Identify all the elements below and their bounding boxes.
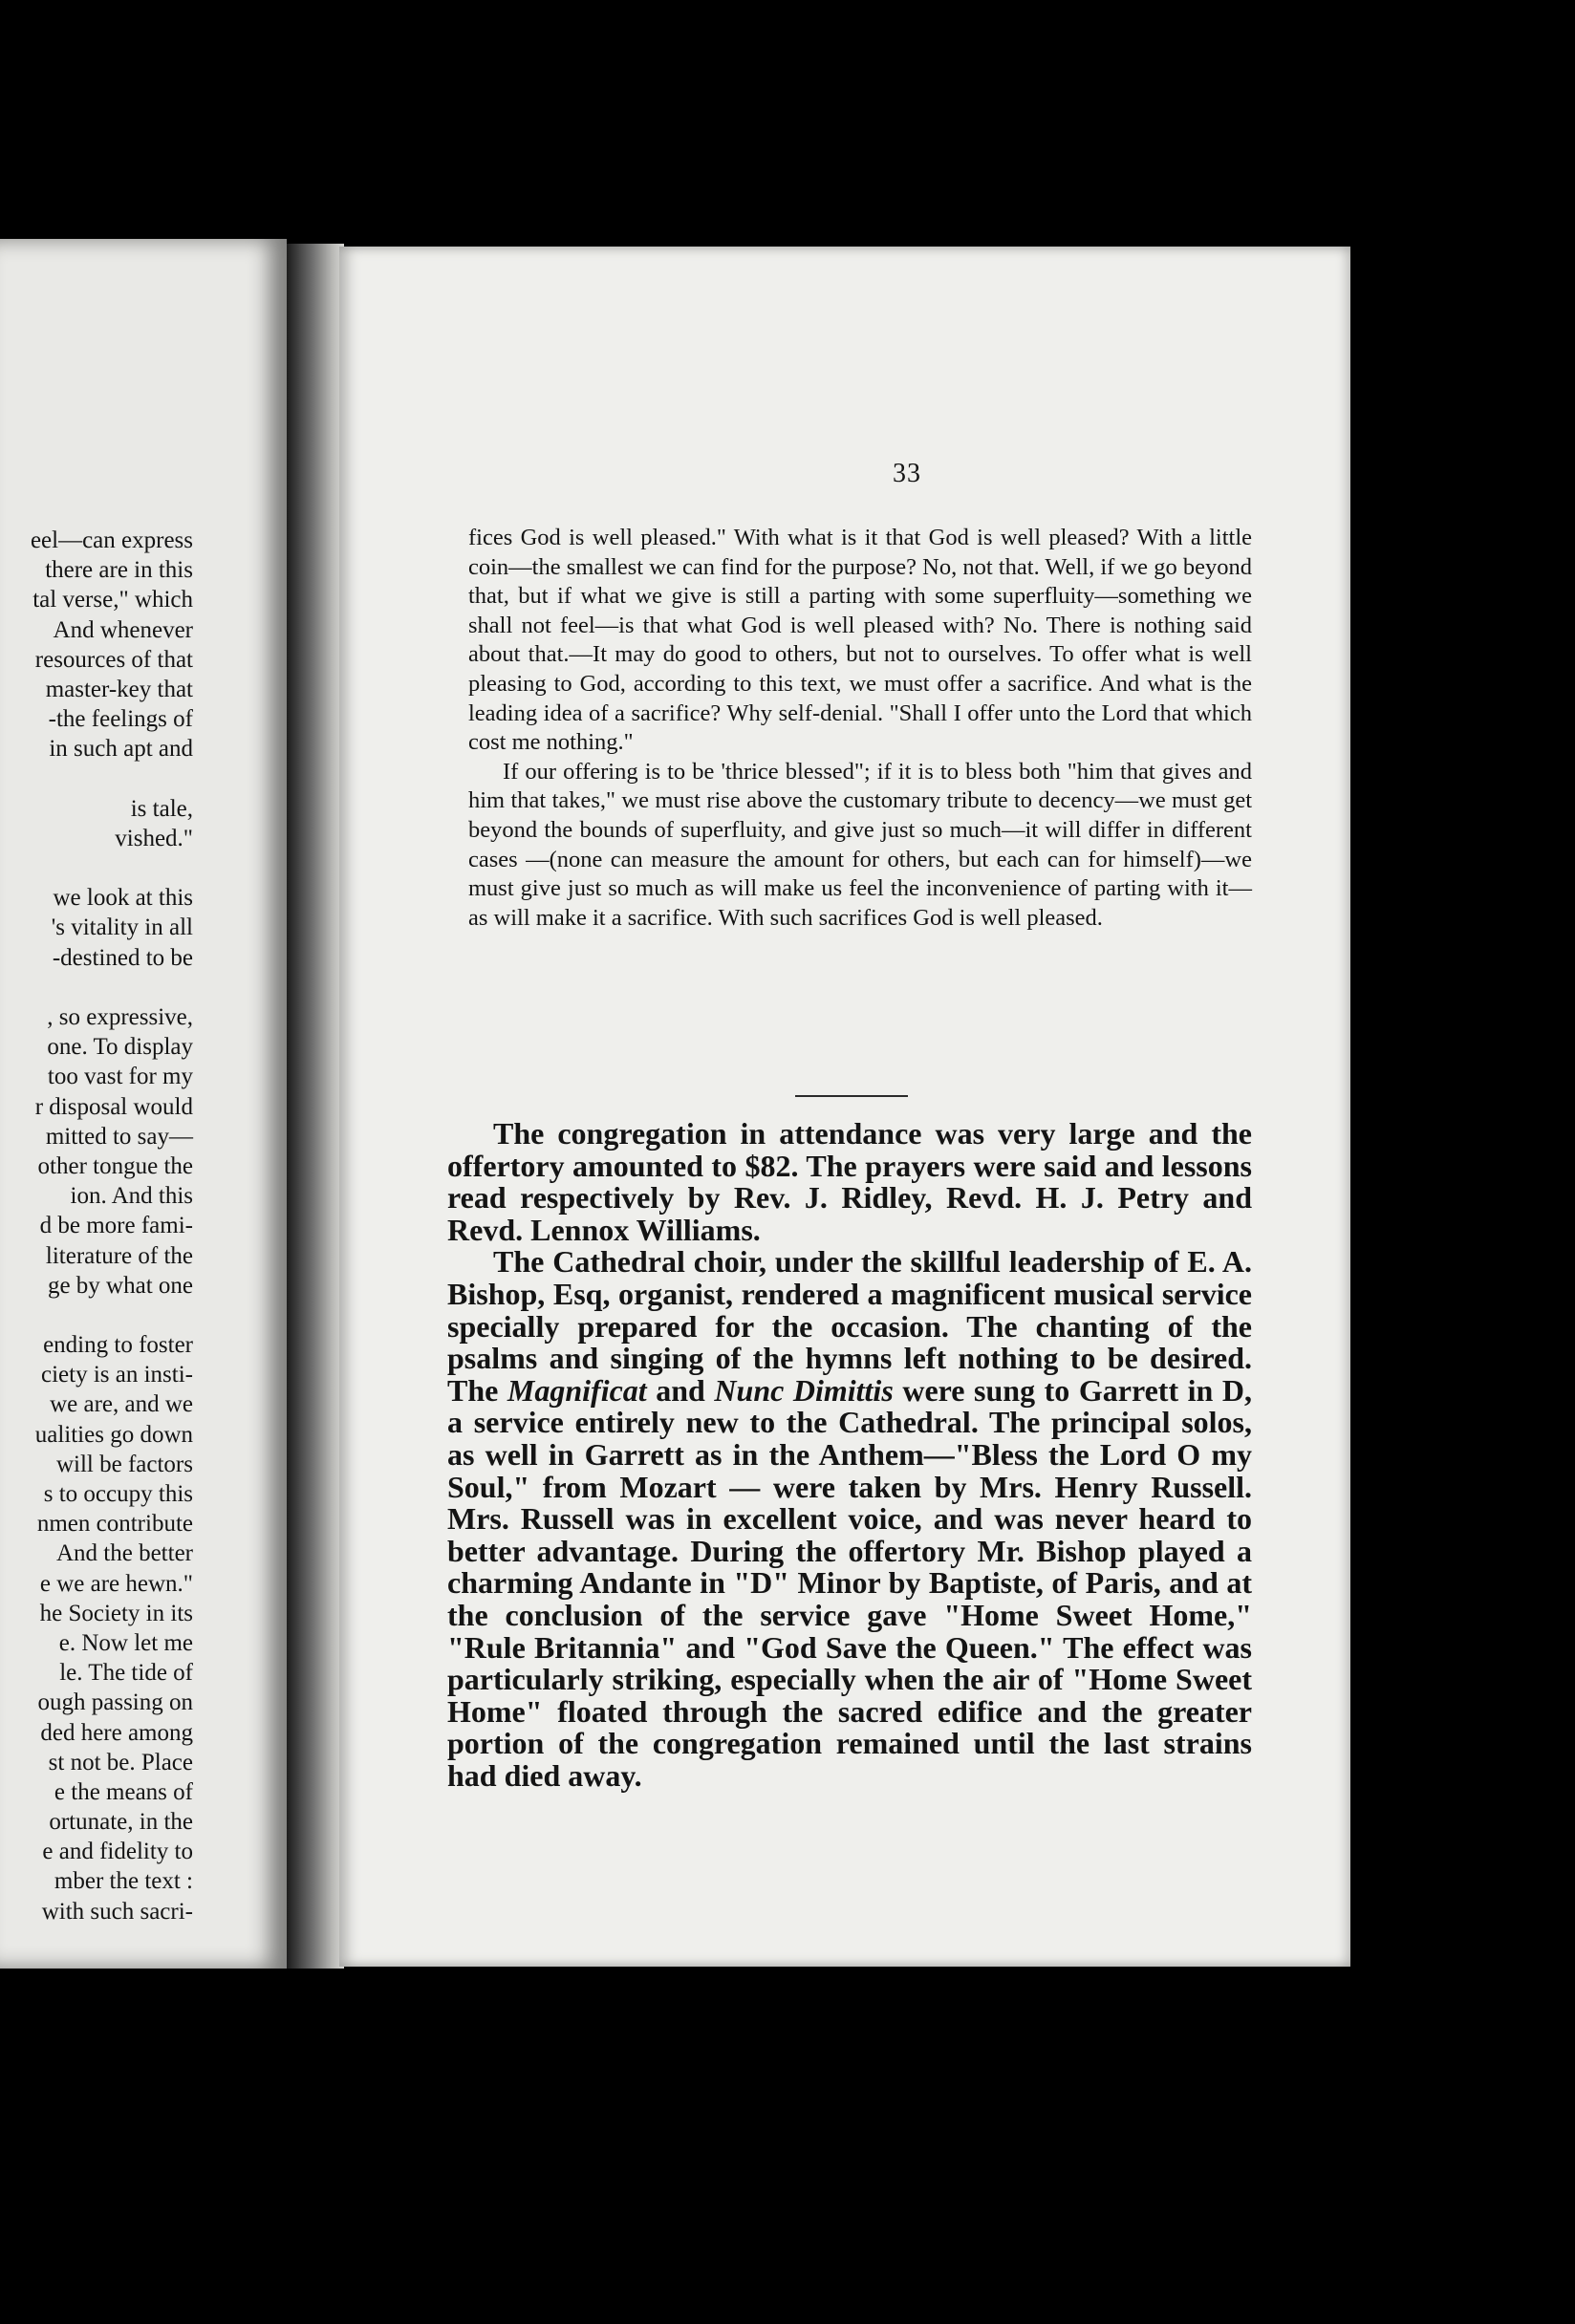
previous-page-line (11, 853, 193, 883)
previous-page-line: will be factors (55, 1451, 193, 1477)
previous-page-line: ough passing on (37, 1689, 193, 1716)
previous-page-line: ciety is an insti- (41, 1362, 193, 1388)
previous-page-line: , so expressive, (47, 1004, 193, 1030)
previous-page-line: And the better (55, 1540, 193, 1567)
previous-page-line: e we are hewn." (39, 1570, 193, 1597)
previous-page-line: -destined to be (52, 944, 193, 971)
previous-page-line: st not be. Place (48, 1749, 193, 1775)
sermon-paragraph: fices God is well pleased." With what is it that God is well pleased? With a little coin—the smallest we can find for the purpose? No, not that. Well, if we go beyond that, but if what we give is still a parting with some superfluity—something we shall not feel—is that what God is well pleased with? No. There is nothing said about that.—It may do good to others, but not to ourselves. To offer what is well pleasing to God, according to this text, we must offer a sacrifice. And what is the leading idea of a sacrifice? Why self-denial. "Shall I offer unto the Lord that which cost me nothing." (468, 525, 1252, 756)
previous-page-line: other tongue the (37, 1152, 193, 1179)
previous-page-line: -the feelings of (48, 706, 193, 733)
previous-page-line: there are in this (45, 557, 193, 584)
previous-page-line: le. The tide of (59, 1660, 193, 1687)
previous-page-line: vished." (115, 825, 193, 851)
previous-page-line: ending to foster (43, 1332, 193, 1359)
previous-page-line: we are, and we (50, 1391, 193, 1418)
report-text: and (646, 1372, 715, 1408)
previous-page-line: he Society in its (39, 1600, 193, 1626)
previous-page-line: too vast for my (47, 1064, 193, 1090)
previous-page-line: mber the text : (54, 1868, 193, 1895)
page-number: 33 (893, 459, 921, 488)
previous-page-line: is tale, (130, 795, 193, 822)
previous-page-line: ge by what one (47, 1272, 193, 1299)
previous-page (0, 239, 287, 1969)
sermon-excerpt (468, 524, 1252, 933)
previous-page-line: e. Now let me (58, 1629, 193, 1656)
previous-page-line: ded here among (40, 1719, 193, 1746)
previous-page-line: master-key that (45, 676, 193, 702)
previous-page-line: s to occupy this (43, 1481, 193, 1507)
previous-page-line: d be more fami- (39, 1213, 193, 1239)
report-text: were sung to Garrett in D, a service entirely new to the Cathedral. The principal solos, as well in Garrett as in the Anthem—"Bless the Lord O my Soul," from Mozart — were taken by Mrs. Henry Russell. Mrs. Russell was in excellent voice, and was never heard to better advantage. During the offertory Mr. Bishop played a charming Andante in "D" Minor by Baptiste, of Paris, and at the conclusion of the service gave "Home Sweet Home," "Rule Britannia" and "God Save the Queen." The effect was particularly striking, especially when the air of "Home Sweet Home" floated through the sacred edifice and the greater portion of the congregation remained until the last strains had died away. (447, 1372, 1253, 1793)
previous-page-line: And whenever (53, 616, 193, 643)
previous-page-line: r disposal would (34, 1093, 193, 1120)
previous-page-line: ortunate, in the (49, 1809, 193, 1836)
service-report (447, 1118, 1252, 1792)
previous-page-line: in such apt and (49, 736, 193, 763)
previous-page-line (11, 764, 193, 794)
previous-page-line: literature of the (45, 1242, 193, 1269)
previous-page-line: e the means of (54, 1778, 193, 1805)
previous-page-line (11, 973, 193, 1002)
previous-page-line: one. To display (47, 1034, 193, 1061)
previous-page-line: resources of that (34, 646, 193, 673)
report-paragraph (447, 1246, 1252, 1792)
previous-page-line: with such sacri- (41, 1898, 193, 1925)
previous-page-line: mitted to say— (45, 1123, 193, 1150)
previous-page-line (11, 1301, 193, 1330)
report-text: The Cathedral choir, under the skillful leadership of E. A. Bishop, Esq, organist, rendered a magnificent musical service specially prepared for the occasion. The chanting of the psalms and singing of the hymns left nothing to be desired. The (447, 1244, 1252, 1408)
italic-title: Magnificat (507, 1372, 647, 1408)
previous-page-line: nmen contribute (36, 1511, 193, 1538)
previous-page-text (11, 526, 193, 1926)
current-page (339, 247, 1350, 1967)
previous-page-line: tal verse," which (32, 587, 193, 613)
previous-page-line: we look at this (53, 885, 193, 912)
previous-page-line: e and fidelity to (42, 1839, 193, 1865)
previous-page-line: eel—can express (30, 527, 193, 553)
section-divider (795, 1095, 908, 1097)
previous-page-line: 's vitality in all (51, 915, 193, 941)
previous-page-line: ualities go down (34, 1421, 193, 1448)
previous-page-line: ion. And this (70, 1183, 193, 1210)
book-gutter (287, 244, 344, 1969)
italic-title: Nunc Dimittis (714, 1372, 894, 1408)
report-paragraph: The congregation in attendance was very large and the offertory amounted to $82. The prayers were said and lessons read respectively by Rev. J. Ridley, Revd. H. J. Petry and Revd. Lennox Williams. (447, 1116, 1252, 1247)
sermon-paragraph: If our offering is to be 'thrice blessed"; if it is to bless both "him that gives and him that takes," we must rise above the customary tribute to decency—we must get beyond the bounds of superfluity, and give just so much—it will differ in different cases —(none can measure the amount for others, but each can for himself)—we must give just so much as will make us feel the inconvenience of parting with it—as will make it a sacrifice. With such sacrifices God is well pleased. (468, 758, 1252, 931)
